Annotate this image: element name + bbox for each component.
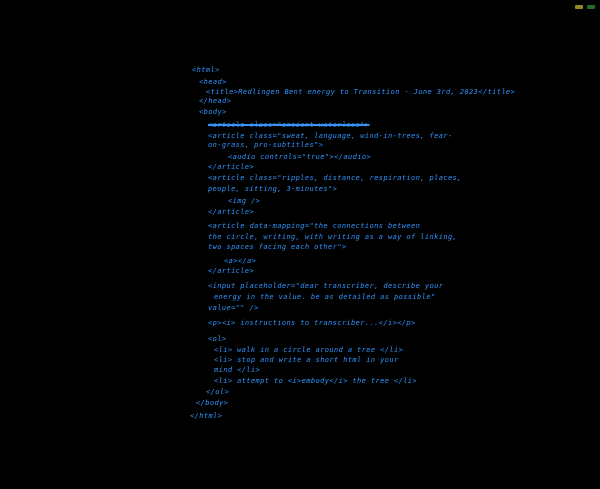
code-line: <audio controls="true"></audio>: [228, 153, 372, 161]
code-line: <article data-mapping="the connections between: [208, 222, 421, 230]
code-line: energy in the value. be as detailed as possible": [214, 293, 436, 301]
code-line: <p><i> instructions to transcriber...</i></p>: [208, 319, 416, 327]
code-line: <head>: [199, 78, 227, 86]
code-line: <article class="sweat, language, wind-in-trees, fear-: [208, 132, 453, 140]
code-line: <li> stop and write a short html in your: [214, 356, 399, 364]
code-line: <a></a>: [224, 257, 257, 265]
code-line: value="" />: [208, 304, 259, 312]
code-line: on-grass, pro-subtitles">: [208, 141, 324, 149]
code-line: </article>: [208, 163, 255, 171]
code-line: the circle, writing, with writing as a way of linking,: [208, 233, 458, 241]
code-line: <img />: [228, 197, 261, 205]
code-line: mind </li>: [214, 366, 261, 374]
code-line: people, sitting, 3-minutes">: [208, 185, 338, 193]
code-line: <article class="ripples, distance, respiration, places,: [208, 174, 462, 182]
code-line: <html>: [192, 66, 220, 74]
code-line: <li> attempt to <i>embody</i> the tree </li>: [214, 377, 418, 385]
code-line: </html>: [190, 412, 223, 420]
code-line: </head>: [199, 97, 232, 105]
code-line: <ol>: [208, 335, 227, 343]
code-line: <title>Redlingen Bent energy to Transition - June 3rd, 2023</title>: [206, 88, 516, 96]
code-line: two spaces facing each other">: [208, 243, 347, 251]
code-line: <li> walk in a circle around a tree </li>: [214, 346, 404, 354]
code-line: </body>: [196, 399, 229, 407]
code-line: </ol>: [206, 388, 230, 396]
code-line-strikethrough: <article class="ancient waterless">: [208, 121, 370, 129]
code-line: <input placeholder="dear transcriber, describe your: [208, 282, 444, 290]
code-line: </article>: [208, 208, 255, 216]
code-line: </article>: [208, 267, 255, 275]
code-line: <body>: [199, 108, 227, 116]
